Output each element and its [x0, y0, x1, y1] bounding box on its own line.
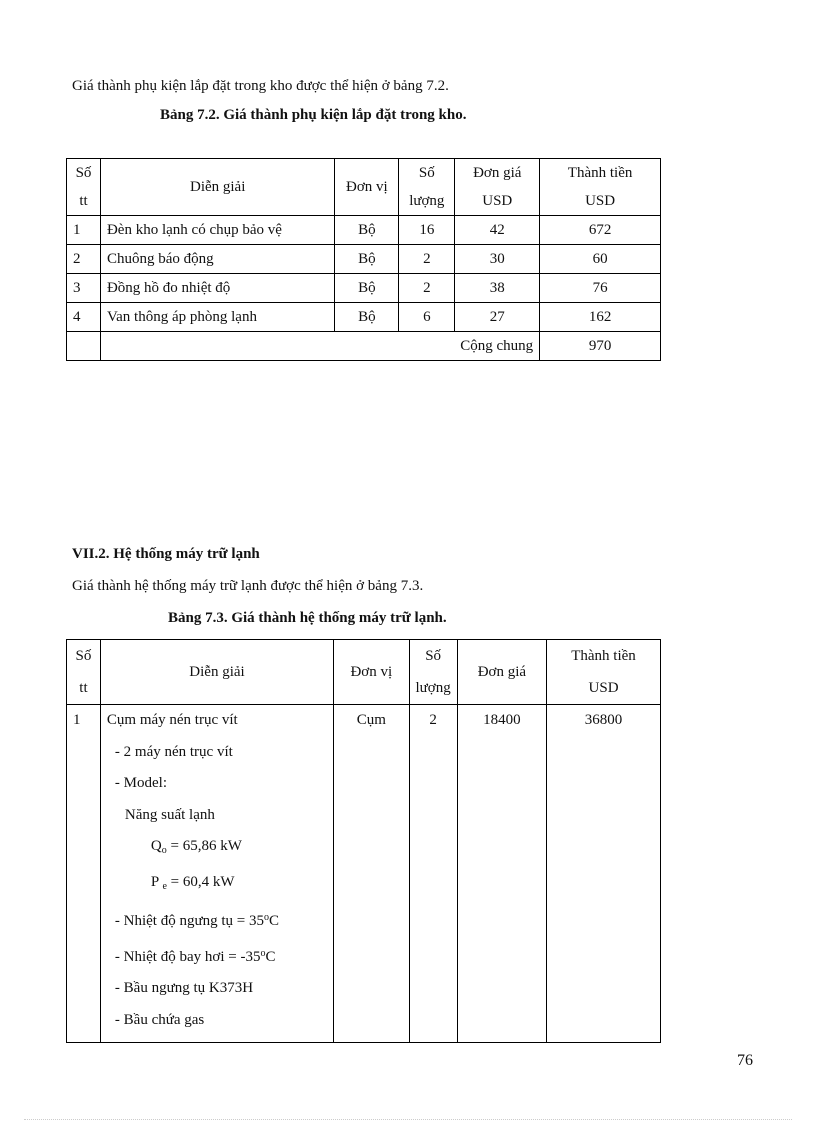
- q-capacity: $Q_o = 65,86$ kW: [150, 838, 242, 856]
- header-so-luong: Số lượng: [399, 159, 455, 216]
- section-heading: VII.2. Hệ thống máy trữ lạnh: [72, 546, 260, 562]
- cell-dien-giai: [100, 705, 333, 1043]
- header-don-vi: Đơn vị: [334, 640, 409, 705]
- table-row: [67, 245, 661, 274]
- cell-stt: 3: [67, 274, 101, 303]
- cell-so-luong: 6: [399, 303, 455, 332]
- header-thanh-tien: Thành tiền USD: [547, 640, 661, 705]
- item-line: - 2 máy nén trục vít: [114, 743, 233, 760]
- p-power: P $_e$ = 60,4 kW: [150, 873, 235, 892]
- cell-don-gia: 42: [455, 216, 540, 245]
- item-line: - Nhiệt độ bay hơi = $-35^oC$: [114, 947, 276, 965]
- cell-don-vi: Bộ: [335, 274, 399, 303]
- cell-don-vi: Bộ: [335, 245, 399, 274]
- header-so-luong: Số lượng: [409, 640, 457, 705]
- header-dien-giai: Diễn giải: [100, 640, 333, 705]
- header-don-gia: Đơn giá: [457, 640, 546, 705]
- cell-thanh-tien: 36800: [547, 705, 661, 1043]
- cell-so-luong: 2: [409, 705, 457, 1043]
- cell-don-vi: Cụm: [334, 705, 409, 1043]
- total-value: 970: [540, 332, 661, 361]
- cell-so-luong: 2: [399, 274, 455, 303]
- table-row: [67, 303, 661, 332]
- table-total-row: [67, 332, 661, 361]
- cell-dien-giai: Đồng hồ đo nhiệt độ: [100, 274, 334, 303]
- table-header-row: [67, 159, 661, 216]
- table-row: [67, 274, 661, 303]
- table-header-row: [67, 640, 661, 705]
- header-don-gia: Đơn giá USD: [455, 159, 540, 216]
- table-caption-7-2: Bảng 7.2. Giá thành phụ kiện lắp đặt trong kho.: [160, 107, 467, 123]
- item-line: - Model:: [114, 775, 167, 791]
- table-caption-7-3: Bảng 7.3. Giá thành hệ thống máy trữ lạnh.: [168, 610, 447, 626]
- cell-so-luong: 16: [399, 216, 455, 245]
- cell-thanh-tien: 76: [540, 274, 661, 303]
- cell-don-vi: Bộ: [335, 216, 399, 245]
- header-stt: Số tt: [67, 159, 101, 216]
- table-row: [67, 705, 661, 1043]
- cell-thanh-tien: 672: [540, 216, 661, 245]
- item-title: Cụm máy nén trục vít: [106, 712, 238, 728]
- cell-don-gia: 30: [455, 245, 540, 274]
- item-line: Năng suất lạnh: [124, 806, 215, 823]
- table-row: [67, 216, 661, 245]
- cell-dien-giai: Chuông báo động: [100, 245, 334, 274]
- item-line: - Bầu ngưng tụ K373H: [114, 980, 254, 996]
- item-line: - Nhiệt độ ngưng tụ = $35^oC$: [114, 912, 279, 929]
- cell-dien-giai: Van thông áp phòng lạnh: [100, 303, 334, 332]
- header-thanh-tien: Thành tiền USD: [540, 159, 661, 216]
- header-stt: Số tt: [67, 640, 101, 705]
- page-bottom-divider: [24, 1119, 792, 1120]
- cell-so-luong: 2: [399, 245, 455, 274]
- cell-stt: 2: [67, 245, 101, 274]
- cell-stt: 4: [67, 303, 101, 332]
- table-7-3: [66, 639, 661, 1043]
- cell-stt: 1: [67, 705, 101, 1043]
- cell-empty: [67, 332, 101, 361]
- cell-thanh-tien: 60: [540, 245, 661, 274]
- cell-don-gia: 18400: [457, 705, 546, 1043]
- cell-dien-giai: Đèn kho lạnh có chụp bảo vệ: [100, 216, 334, 245]
- intro-paragraph-7-2: Giá thành phụ kiện lắp đặt trong kho được thể hiện ở bảng 7.2.: [72, 78, 449, 94]
- cell-don-gia: 27: [455, 303, 540, 332]
- total-label: Cộng chung: [100, 332, 539, 361]
- cell-don-vi: Bộ: [335, 303, 399, 332]
- table-7-2: [66, 158, 661, 361]
- header-don-vi: Đơn vị: [335, 159, 399, 216]
- header-dien-giai: Diễn giải: [100, 159, 334, 216]
- item-line: - Bầu chứa gas: [114, 1011, 205, 1028]
- cell-thanh-tien: 162: [540, 303, 661, 332]
- page-number: 76: [737, 1052, 753, 1069]
- cell-stt: 1: [67, 216, 101, 245]
- intro-paragraph-7-3: Giá thành hệ thống máy trữ lạnh được thể hiện ở bảng 7.3.: [72, 578, 424, 594]
- cell-don-gia: 38: [455, 274, 540, 303]
